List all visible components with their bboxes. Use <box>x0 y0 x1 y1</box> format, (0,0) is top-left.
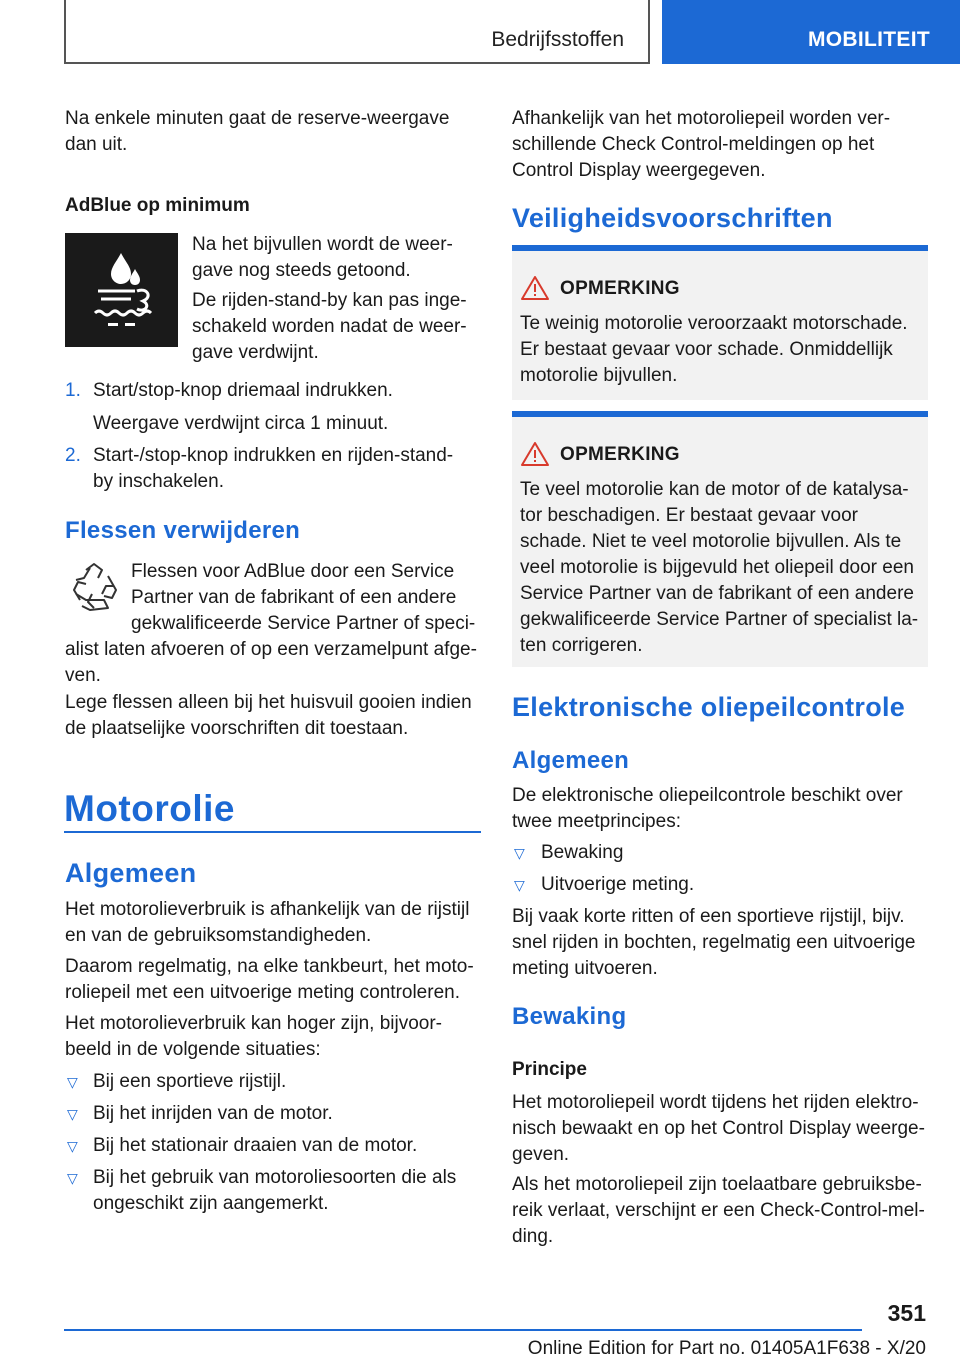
recycle-icon <box>66 560 122 621</box>
principle-paragraph-2: Als het motoroliepeil zijn toelaatbare gebruiksbe- reik verlaat, verschijnt er een Check-Control-mel- ding. <box>512 1174 925 1247</box>
principle-heading: Principe <box>512 1059 587 1080</box>
warning-icon <box>520 274 550 307</box>
bottles-paragraph-1b: alist laten afvoeren of op een verzamelpunt afge- ven. <box>65 639 477 686</box>
header-chapter-tab <box>662 0 960 64</box>
adblue-indicator-image <box>65 233 178 347</box>
note-box <box>512 245 928 400</box>
motor-oil-heading: Motorolie <box>64 788 235 829</box>
bullet-triangle-icon: ▽ <box>67 1074 78 1090</box>
footer-edition: Online Edition for Part no. 01405A1F638 - X/20 <box>527 1338 926 1359</box>
header-section-tab <box>64 0 650 64</box>
note-label: OPMERKING <box>560 278 680 299</box>
general-heading: Algemeen <box>65 858 197 888</box>
bottles-heading: Flessen verwijderen <box>65 517 301 544</box>
chapter-title: MOBILITEIT <box>808 28 930 51</box>
bottles-paragraph-1a: Flessen voor AdBlue door een Service Partner van de fabrikant of een andere gekwalificeerde Service Partner of speci- <box>131 561 476 634</box>
monitoring-heading: Bewaking <box>512 1003 627 1030</box>
principle-paragraph-1: Het motoroliepeil wordt tijdens het rijden elektro- nisch bewaakt en op het Control Display weerge- geven. <box>512 1092 925 1165</box>
bullet-triangle-icon: ▽ <box>67 1106 78 1122</box>
bottles-paragraph-2: Lege flessen alleen bij het huisvuil gooien indien de plaatselijke voorschriften dit toestaan. <box>65 692 472 739</box>
heading-rule <box>64 831 481 833</box>
general-paragraph-3: Het motorolieverbruik kan hoger zijn, bijvoor- beeld in de volgende situaties: <box>65 1013 442 1060</box>
general-paragraph-right: De elektronische oliepeilcontrole beschikt over twee meetprincipes: <box>512 785 903 832</box>
bullet-triangle-icon: ▽ <box>514 845 525 861</box>
adblue-paragraph-1: Na het bijvullen wordt de weer- gave nog steeds getoond. <box>192 234 453 281</box>
adblue-icon <box>65 233 178 347</box>
electronic-oil-level-heading: Elektronische oliepeilcontrole <box>512 692 906 722</box>
warning-icon <box>520 440 550 473</box>
note-label: OPMERKING <box>560 444 680 465</box>
note-text: Te weinig motorolie veroorzaakt motorschade. Er bestaat gevaar voor schade. Onmiddellijk motorolie bijvullen. <box>520 313 908 386</box>
step-number: 2. <box>65 445 81 466</box>
short-trips-paragraph: Bij vaak korte ritten of een sportieve rijstijl, bijv. snel rijden in bochten, regelmatig een uitvoerige meting uitvoeren. <box>512 906 916 979</box>
adblue-minimum-heading: AdBlue op minimum <box>65 195 250 216</box>
step-number: 1. <box>65 380 81 401</box>
note-box <box>512 411 928 667</box>
bullet-triangle-icon: ▽ <box>514 877 525 893</box>
general-paragraph-2: Daarom regelmatig, na elke tankbeurt, het moto- roliepeil met een uitvoerige meting controleren. <box>65 956 474 1003</box>
paragraph-reserve: Na enkele minuten gaat de reserve-weergave dan uit. <box>65 108 450 155</box>
note-text: Te veel motorolie kan de motor of de katalysa- tor beschadigen. Er bestaat gevaar voor schade. Niet te veel motorolie bijvullen. Als te veel motorolie is bijgevuld het oliepeil door een Service Partner van de fabrikant of een andere gekwalificeerde Service Partner of specialist la- ten corrigeren. <box>520 479 919 656</box>
page-number: 351 <box>887 1300 926 1326</box>
general-heading-right: Algemeen <box>512 747 630 774</box>
bullet-triangle-icon: ▽ <box>67 1170 78 1186</box>
paragraph-check-control: Afhankelijk van het motoroliepeil worden ver- schillende Check Control-meldingen op het Control Display weergegeven. <box>512 108 891 181</box>
bullet-triangle-icon: ▽ <box>67 1138 78 1154</box>
safety-heading: Veiligheidsvoorschriften <box>512 203 833 233</box>
general-paragraph-1: Het motorolieverbruik is afhankelijk van de rijstijl en van de gebruiksomstandigheden. <box>65 899 470 946</box>
footer-rule <box>64 1329 862 1331</box>
adblue-paragraph-2: De rijden-stand-by kan pas inge- schakeld worden nadat de weer- gave verdwijnt. <box>192 290 467 363</box>
section-title: Bedrijfsstoffen <box>491 28 624 51</box>
